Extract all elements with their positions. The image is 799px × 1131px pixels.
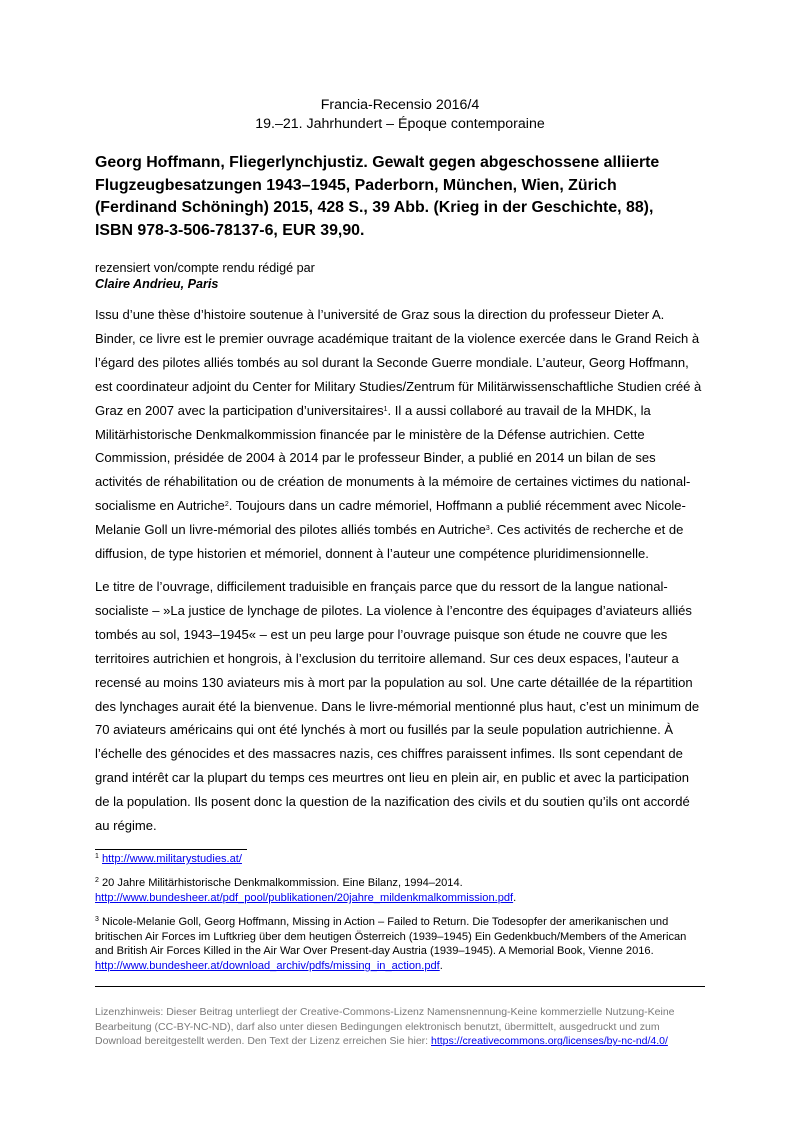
book-title-line: Flugzeugbesatzungen 1943–1945, Paderborn, München, Wien, Zürich [95,176,617,194]
license-text: Lizenzhinweis: Dieser Beitrag unterliegt der Creative-Commons-Lizenz Namensnennung-Keine kommerzielle Nutzung-Keine Bearbeitung (CC-BY-NC-ND), darf also unter diesen Bedingungen elektronisch benutzt, übermittelt, ausgedruckt und zum Download bereitgestellt werden. Den Text der Lizenz erreichen Sie hier: [95,1006,675,1048]
journal-name: Francia-Recensio 2016/4 [320,97,480,113]
paragraph-1 [95,303,705,566]
book-title [95,152,705,242]
footnote-link[interactable]: http://www.militarystudies.at/ [102,852,242,865]
review-body [95,303,705,838]
book-title-line: (Ferdinand Schöningh) 2015, 428 S., 39 Abb. (Krieg in der Geschichte, 88), [95,199,654,216]
book-title-line: Georg Hoffmann, Fliegerlynchjustiz. Gewalt gegen abgeschossene alliierte [95,154,660,171]
license-notice [95,1005,705,1048]
paragraph-2: Le titre de l’ouvrage, difficilement traduisible en français parce que du ressort de la langue national-socialiste – »La justice de lynchage de pilotes. La violence à l’encontre des équipages d’aviateurs alliés tombés au sol, 1943–1945« – est un peu large pour l’ouvrage puisque son étude ne couvre que les territoires autrichien et hongrois, à l’exclusion du territoire allemand. Sur ces deux espaces, l’auteur a recensé au moins 130 aviateurs mis à mort par la population au sol. Une carte détaillée de la répartition des lynchages aurait été la bienvenue. Dans le livre-mémorial mentionné plus haut, c’est un minimum de 70 aviateurs américains qui ont été lynchés à mort ou fusillés par la seule population autrichienne. À l’échelle des génocides et des massacres nazis, ces chiffres paraissent infimes. Ils sont cependant de grand intérêt car la plupart du temps ces meurtres ont lieu en plein air, en public et avec la participation de la population. Ils posent donc la question de la nazification des civils et du soutien qu’ils ont accordé au régime. [95,578,700,834]
section-name: 19.–21. Jahrhundert – Époque contemporaine [255,116,545,132]
license-link[interactable]: https://creativecommons.org/licenses/by-nc-nd/4.0/ [431,1035,668,1048]
footnote-ref-2[interactable]: 2 [224,501,229,509]
footnote-separator [95,849,247,850]
reviewer-name: Claire Andrieu, Paris [95,277,219,291]
page-header [95,96,705,134]
footnote-text-end: . [439,959,443,972]
paragraph-text: . Ces activités de recherche et de diffusion, de type historien et mémoriel, donnent à l’auteur une compétence pluridimensionnelle. [95,522,684,562]
reviewed-by-label: rezensiert von/compte rendu rédigé par [95,261,315,275]
footnote-2 [95,876,705,905]
paragraph-text: . Toujours dans un cadre mémoriel, Hoffmann a publié récemment avec Nicole-Melanie Goll un livre-mémorial des pilotes alliés tombés en Autriche [95,498,686,538]
footnote-number: 1 [95,852,99,860]
book-title-line: ISBN 978-3-506-78137-6, EUR 39,90. [95,221,365,239]
paragraph-text: Issu d’une thèse d’histoire soutenue à l’université de Graz sous la direction du professeur Dieter A. Binder, ce livre est le premier ouvrage académique traitant de la violence exercée dans le Grand Reich à l’égard des pilotes alliés tombés au sol durant la Seconde Guerre mondiale. L’auteur, Georg Hoffmann, est coordinateur adjoint du Center for Military Studies/Zentrum für Militärwissenschaftliche Studien créé à Graz en 2007 avec la participation d’universitaires [95,307,702,418]
paragraph-text: . Il a aussi collaboré au travail de la MHDK, la Militärhistorische Denkmalkommission financée par le ministère de la Défense autrichien. Cette Commission, présidée de 2004 à 2014 par le professeur Binder, a publié en 2014 un bilan de ses activités de réhabilitation ou de création de monuments à la mémoire de certaines victimes du national-socialisme en Autriche [95,402,691,514]
footnote-number: 3 [95,916,99,924]
footnote-ref-3[interactable]: 3 [485,525,490,533]
document-page [95,96,705,1049]
footnote-3 [95,915,705,973]
footnote-text-end: . [513,891,517,904]
footnote-text: Nicole-Melanie Goll, Georg Hoffmann, Missing in Action – Failed to Return. Die Todesopfer der amerikanischen und britischen Air Forces im Luftkrieg über dem heutigen Österreich (1939–1945) Ein Gedenkbuch/Members of the American and British Air Forces Killed in the Air War Over Present-day Austria (1939–1945). A Memorial Book, Vienne 2016. [95,916,687,958]
footnote-text: 20 Jahre Militärhistorische Denkmalkommission. Eine Bilanz, 1994–2014. [102,877,463,890]
license-separator [95,986,705,987]
footnote-number: 2 [95,877,99,885]
footnote-ref-1[interactable]: 1 [383,405,388,413]
footnote-1 [95,852,705,867]
footnote-link[interactable]: http://www.bundesheer.at/download_archiv/pdfs/missing_in_action.pdf [95,959,440,972]
footnote-link[interactable]: http://www.bundesheer.at/pdf_pool/publikationen/20jahre_mildenkmalkommission.pdf [95,891,514,904]
